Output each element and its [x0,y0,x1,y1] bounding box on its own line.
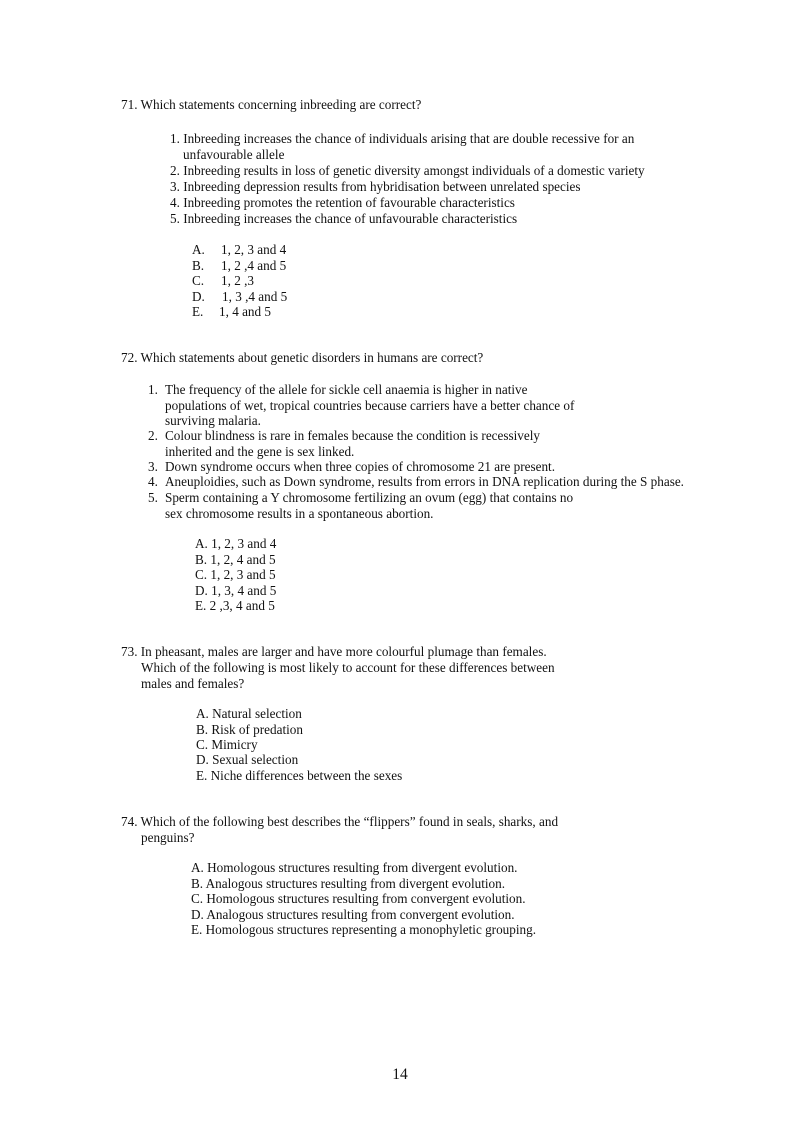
q71-statement-2: 2. Inbreeding results in loss of genetic diversity amongst individuals of a domestic variety [170,163,645,178]
q72-statement-3-num: 3. [148,459,158,474]
q72-statement-1-num: 1. [148,382,158,397]
q72-option-e: E. 2 ,3, 4 and 5 [195,598,275,613]
q74-option-d: D. Analogous structures resulting from convergent evolution. [191,907,515,922]
q73-option-a: A. Natural selection [196,706,302,721]
q73-option-c: C. Mimicry [196,737,258,752]
q72-statement-5-line-2: sex chromosome results in a spontaneous abortion. [165,506,434,521]
q71-option-e-letter: E. [192,304,204,319]
q72-statement-1-line-1: The frequency of the allele for sickle cell anaemia is higher in native [165,382,528,397]
q72-statement-5-line-1: Sperm containing a Y chromosome fertilizing an ovum (egg) that contains no [165,490,574,505]
q71-statement-1-cont: unfavourable allele [183,147,285,162]
question-71-text: 71. Which statements concerning inbreeding are correct? [121,97,422,112]
q71-statement-5: 5. Inbreeding increases the chance of unfavourable characteristics [170,211,518,226]
page-number: 14 [392,1066,408,1083]
q74-option-e: E. Homologous structures representing a monophyletic grouping. [191,922,537,937]
q71-option-c-letter: C. [192,273,205,288]
q71-option-b-text: 1, 2 ,4 and 5 [221,258,287,273]
q71-option-d-text: 1, 3 ,4 and 5 [222,289,288,304]
q72-option-d: D. 1, 3, 4 and 5 [195,583,277,598]
q71-option-c-text: 1, 2 ,3 [221,273,254,288]
q72-option-a: A. 1, 2, 3 and 4 [195,536,277,551]
q73-option-b: B. Risk of predation [196,722,303,737]
q72-statement-4-line-1: Aneuploidies, such as Down syndrome, results from errors in DNA replication during the S phase. [165,474,684,489]
q72-statement-4-num: 4. [148,474,158,489]
question-73-line-3: males and females? [141,676,245,691]
q71-option-b-letter: B. [192,258,205,273]
q73-option-e: E. Niche differences between the sexes [196,768,403,783]
q72-statement-2-num: 2. [148,428,158,443]
q74-option-c: C. Homologous structures resulting from convergent evolution. [191,891,526,906]
question-73-line-2: Which of the following is most likely to account for these differences between [141,660,555,675]
q74-option-a: A. Homologous structures resulting from divergent evolution. [191,860,518,875]
q71-statement-3: 3. Inbreeding depression results from hybridisation between unrelated species [170,179,581,194]
q72-statement-1-line-3: surviving malaria. [165,413,261,428]
question-72-text: 72. Which statements about genetic disorders in humans are correct? [121,350,484,365]
q74-option-b: B. Analogous structures resulting from divergent evolution. [191,876,506,891]
q72-option-c: C. 1, 2, 3 and 5 [195,567,276,582]
q72-statement-2-line-1: Colour blindness is rare in females because the condition is recessively [165,428,541,443]
q72-option-b: B. 1, 2, 4 and 5 [195,552,276,567]
q72-statement-3-line-1: Down syndrome occurs when three copies of chromosome 21 are present. [165,459,556,474]
q71-option-d-letter: D. [192,289,205,304]
q72-statement-5-num: 5. [148,490,158,505]
q71-option-a-text: 1, 2, 3 and 4 [221,242,287,257]
q71-statement-1: 1. Inbreeding increases the chance of individuals arising that are double recessive for an [170,131,635,146]
question-74-line-1: 74. Which of the following best describes the “flippers” found in seals, sharks, and [121,814,559,829]
q71-option-a-letter: A. [192,242,205,257]
question-74-line-2: penguins? [141,830,195,845]
q72-statement-1-line-2: populations of wet, tropical countries because carriers have a better chance of [165,398,575,413]
q73-option-d: D. Sexual selection [196,752,299,767]
question-73-line-1: 73. In pheasant, males are larger and have more colourful plumage than females. [121,644,547,659]
q71-option-e-text: 1, 4 and 5 [219,304,272,319]
q71-statement-4: 4. Inbreeding promotes the retention of favourable characteristics [170,195,515,210]
q72-statement-2-line-2: inherited and the gene is sex linked. [165,444,355,459]
